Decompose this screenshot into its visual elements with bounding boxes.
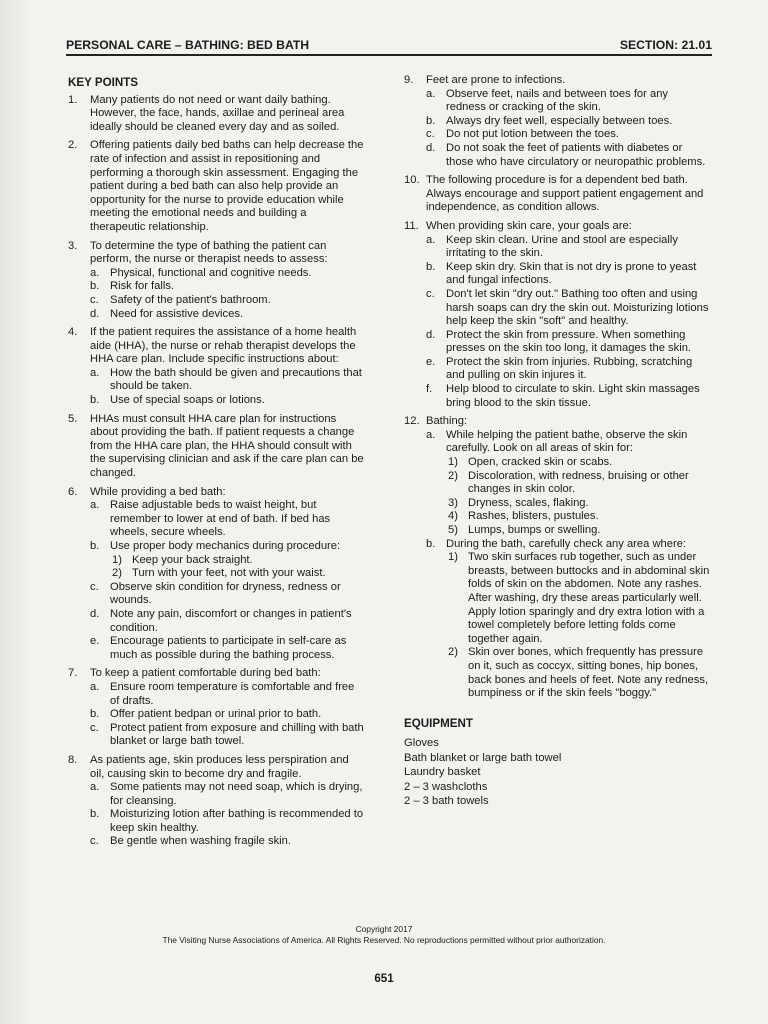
subitem-text: Always dry feet well, especially between toes. <box>446 114 673 127</box>
key-point-text: To determine the type of bathing the patient can perform, the nurse or therapist needs to assess: <box>90 239 328 266</box>
key-point-number: 9. <box>404 74 414 86</box>
subitem-text: Offer patient bedpan or urinal prior to bath. <box>110 708 322 721</box>
subitem-letter: b. <box>90 394 100 407</box>
key-point-text: Bathing: <box>426 415 468 428</box>
key-point-number: 2. <box>68 139 78 152</box>
subitem-letter: f. <box>426 383 433 396</box>
subsubitem-number: 4) <box>448 510 458 523</box>
subitem-letter: a. <box>90 366 100 379</box>
subitem-text: Some patients may not need soap, which is drying, for cleansing. <box>110 781 363 807</box>
subitem-text: Use proper body mechanics during procedure: <box>110 540 341 552</box>
key-point-number: 8. <box>68 753 78 766</box>
key-point-item <box>68 94 364 135</box>
key-point-subitem <box>426 142 710 169</box>
subitem-text: Encourage patients to participate in self-care as much as possible during the bathing process. <box>110 635 347 661</box>
equipment-item: 2 – 3 washcloths <box>404 780 488 793</box>
key-point-subitem <box>90 808 364 835</box>
equipment-list <box>404 736 710 808</box>
key-point-subitem <box>90 280 364 294</box>
key-point-text: To keep a patient comfortable during bed bath: <box>90 667 321 680</box>
key-point-number: 1. <box>68 93 78 106</box>
equipment-item: Gloves <box>404 737 439 750</box>
left-column <box>68 74 364 854</box>
key-point-subsubitem <box>446 646 710 700</box>
subitem-letter: b. <box>90 540 100 552</box>
key-point-subitem <box>90 540 364 581</box>
subsubitem-number: 2) <box>448 469 458 482</box>
subitem-letter: d. <box>90 307 100 320</box>
key-point-subitem <box>426 356 710 383</box>
subitem-text: Protect the skin from pressure. When something presses on the skin too long, it damages the skin. <box>446 328 692 355</box>
copyright-line: Copyright 2017 <box>355 924 413 934</box>
key-point-subitem <box>426 88 710 115</box>
key-point-item <box>68 754 364 849</box>
subsubitem-number: 1) <box>448 456 458 469</box>
subitem-letter: b. <box>90 808 100 821</box>
key-point-subitem <box>90 681 364 708</box>
key-point-subitem <box>426 261 710 288</box>
subitem-text: Observe feet, nails and between toes for any redness or cracking of the skin. <box>446 87 669 114</box>
subitem-letter: a. <box>426 428 436 441</box>
right-column <box>404 74 710 808</box>
subitem-text: Physical, functional and cognitive needs. <box>110 266 312 279</box>
subsubitem-number: 2) <box>112 567 122 580</box>
key-point-item <box>68 413 364 481</box>
equipment-item: Laundry basket <box>404 766 481 779</box>
key-point-subitem <box>90 394 364 408</box>
subitem-letter: c. <box>90 580 99 593</box>
subitem-text: Observe skin condition for dryness, redness or wounds. <box>110 580 341 607</box>
subsubitem-number: 1) <box>112 553 122 566</box>
key-point-text: Offering patients daily bed baths can help decrease the rate of infection and assist in repositioning and performing a thorough skin assessment. Engaging the patient during a bed bath can also help provide an opportunity for the nurse to provide education while meeting the emotional needs and building a therapeutic relationship. <box>90 139 364 233</box>
subitem-letter: b. <box>426 537 436 550</box>
subitem-text: Risk for falls. <box>110 280 175 293</box>
key-point-item <box>68 486 364 663</box>
subitem-text: Use of special soaps or lotions. <box>110 394 265 407</box>
subitem-letter: c. <box>90 293 99 306</box>
page-footer <box>0 924 768 946</box>
key-point-subitem <box>426 234 710 261</box>
document-title: PERSONAL CARE – BATHING: BED BATH <box>66 38 310 52</box>
key-points-list-right <box>404 74 710 701</box>
equipment-item: 2 – 3 bath towels <box>404 794 489 807</box>
key-point-item <box>68 139 364 234</box>
key-point-text: If the patient requires the assistance of a home health aide (HHA), the nurse or rehab therapist develops the HHA care plan. Include specific instructions about: <box>90 326 357 366</box>
key-point-subitem <box>90 835 364 849</box>
key-point-subitem <box>90 635 364 662</box>
subsubitem-text: Turn with your feet, not with your waist. <box>132 567 326 580</box>
section-number: SECTION: 21.01 <box>619 38 712 52</box>
key-point-subitem <box>90 308 364 322</box>
key-point-subsubitem <box>446 456 710 470</box>
subitem-letter: a. <box>90 781 100 794</box>
subitem-letter: e. <box>426 355 436 368</box>
key-point-subitem <box>90 722 364 749</box>
key-point-item <box>404 174 710 215</box>
key-point-item <box>404 74 710 169</box>
key-point-item <box>404 220 710 410</box>
equipment-heading: EQUIPMENT <box>404 716 473 730</box>
key-point-number: 7. <box>68 667 78 680</box>
subsubitem-text: Discoloration, with redness, bruising or other changes in skin color. <box>468 469 689 496</box>
key-point-subitem <box>90 267 364 281</box>
subitem-text: Note any pain, discomfort or changes in patient's condition. <box>110 607 352 634</box>
subitem-letter: a. <box>426 87 436 100</box>
key-point-subitem <box>426 383 710 410</box>
key-point-item <box>68 326 364 408</box>
subitem-text: Be gentle when washing fragile skin. <box>110 835 291 848</box>
subitem-text: During the bath, carefully check any area where: <box>446 537 687 550</box>
key-point-number: 5. <box>68 412 78 425</box>
key-points-list-left <box>68 94 364 849</box>
subitem-letter: a. <box>426 233 436 246</box>
key-point-text: As patients age, skin produces less perspiration and oil, causing skin to become dry and fragile. <box>90 753 349 780</box>
key-point-text: HHAs must consult HHA care plan for instructions about providing the bath. If patient requests a change from the HHA care plan, the HHA should consult with the supervising clinician and ask if the care plan can be changed. <box>90 412 364 480</box>
subitem-text: Keep skin dry. Skin that is not dry is prone to yeast and fungal infections. <box>446 260 697 287</box>
key-point-subitem <box>426 115 710 129</box>
subitem-letter: a. <box>90 266 100 279</box>
subitem-letter: c. <box>90 721 99 734</box>
key-point-text: Many patients do not need or want daily bathing. However, the face, hands, axillae and perineal area ideally should be cleaned every day and as soiled. <box>90 93 345 133</box>
key-point-number: 3. <box>68 239 78 252</box>
key-point-subsubitem <box>110 567 364 581</box>
key-point-subitem <box>90 608 364 635</box>
key-point-subitem <box>90 499 364 540</box>
subsubitem-text: Two skin surfaces rub together, such as under breasts, between buttocks and in abdominal skin folds of skin on the abdomen. Note any rashes. After washing, dry these areas particularly well. Apply lotion sparingly and dry extra lotion with a towel completely before letting folds come together again. <box>468 551 710 645</box>
subitem-text: Do not soak the feet of patients with diabetes or those who have circulatory or neuropathic problems. <box>446 141 706 168</box>
subitem-letter: b. <box>90 708 100 721</box>
subitem-letter: c. <box>90 835 99 848</box>
subitem-text: Do not put lotion between the toes. <box>446 128 619 141</box>
subitem-text: Raise adjustable beds to waist height, but remember to lower at end of bath. If bed has wheels, secure wheels. <box>110 499 331 539</box>
subitem-text: Need for assistive devices. <box>110 307 244 320</box>
key-point-subitem <box>426 538 710 701</box>
key-point-subitem <box>426 429 710 538</box>
key-point-subsubitem <box>446 524 710 538</box>
subsubitem-text: Open, cracked skin or scabs. <box>468 456 613 469</box>
key-point-number: 11. <box>404 219 419 232</box>
equipment-item: Bath blanket or large bath towel <box>404 751 562 764</box>
key-point-subsubitem <box>110 554 364 568</box>
subitem-text: Protect patient from exposure and chilling with bath blanket or large bath towel. <box>110 721 364 748</box>
subitem-text: How the bath should be given and precautions that should be taken. <box>110 366 362 393</box>
key-point-number: 6. <box>68 485 78 498</box>
subitem-text: Protect the skin from injuries. Rubbing, scratching and pulling on skin injures it. <box>446 355 693 382</box>
key-point-subitem <box>426 128 710 142</box>
key-point-subitem <box>426 288 710 329</box>
key-point-number: 12. <box>404 415 420 428</box>
key-point-subsubitem <box>446 551 710 646</box>
page-header <box>66 38 712 56</box>
key-point-item <box>68 240 364 322</box>
subsubitem-number: 5) <box>448 524 458 536</box>
subitem-letter: d. <box>426 141 436 154</box>
subitem-text: Help blood to circulate to skin. Light skin massages bring blood to the skin tissue. <box>446 383 700 409</box>
subitem-letter: d. <box>426 328 436 341</box>
subsubitem-text: Keep your back straight. <box>132 553 253 566</box>
page-number: 651 <box>374 972 394 985</box>
subitem-letter: c. <box>426 287 435 300</box>
subitem-letter: e. <box>90 635 100 648</box>
subitem-text: Moisturizing lotion after bathing is recommended to keep skin healthy. <box>110 808 364 834</box>
key-point-subsubitem <box>446 470 710 497</box>
key-points-heading: KEY POINTS <box>68 76 139 89</box>
subitem-letter: a. <box>90 499 100 512</box>
subitem-text: While helping the patient bathe, observe the skin carefully. Look on all areas of skin for: <box>446 428 688 455</box>
key-point-text: Feet are prone to infections. <box>426 74 566 86</box>
subsubitem-number: 2) <box>448 646 458 659</box>
subitem-text: Keep skin clean. Urine and stool are especially irritating to the skin. <box>446 233 678 260</box>
subsubitem-text: Dryness, scales, flaking. <box>468 496 589 509</box>
subitem-text: Ensure room temperature is comfortable and free of drafts. <box>110 680 355 707</box>
subsubitem-text: Rashes, blisters, pustules. <box>468 510 599 523</box>
subitem-letter: b. <box>426 114 436 127</box>
key-point-subitem <box>426 329 710 356</box>
key-point-text: While providing a bed bath: <box>90 485 226 498</box>
subsubitem-text: Skin over bones, which frequently has pressure on it, such as coccyx, sitting bones, hip bones, back bones and heels of feet. Note any redness, bumpiness or if the skin feels "boggy." <box>468 646 709 700</box>
subitem-letter: b. <box>426 260 436 273</box>
key-point-number: 10. <box>404 174 420 187</box>
key-point-text: The following procedure is for a dependent bed bath. Always encourage and support patient engagement and independence, as condition allows. <box>426 174 704 214</box>
rights-notice: The Visiting Nurse Associations of America. All Rights Reserved. No reproductions permitted without prior authorization. <box>162 935 606 945</box>
subitem-letter: a. <box>90 680 100 693</box>
subitem-text: Safety of the patient's bathroom. <box>110 293 271 306</box>
subsubitem-text: Lumps, bumps or swelling. <box>468 524 601 536</box>
key-point-item <box>68 667 364 749</box>
key-point-subitem <box>90 294 364 308</box>
subitem-letter: c. <box>426 128 435 141</box>
subitem-letter: b. <box>90 280 100 293</box>
key-point-text: When providing skin care, your goals are: <box>426 219 632 232</box>
key-point-item <box>404 415 710 700</box>
subsubitem-number: 1) <box>448 551 458 564</box>
key-point-subsubitem <box>446 510 710 524</box>
key-point-subitem <box>90 781 364 808</box>
key-point-subsubitem <box>446 497 710 511</box>
subitem-text: Don't let skin "dry out." Bathing too often and using harsh soaps can dry the skin out. Moisturizing lotions help keep the skin "soft" and healthy. <box>446 287 709 328</box>
page-edge-shadow <box>0 0 34 1024</box>
subsubitem-number: 3) <box>448 496 458 509</box>
key-point-subitem <box>90 367 364 394</box>
key-point-subitem <box>90 708 364 722</box>
key-point-number: 4. <box>68 326 78 339</box>
key-point-subitem <box>90 581 364 608</box>
subitem-letter: d. <box>90 607 100 620</box>
